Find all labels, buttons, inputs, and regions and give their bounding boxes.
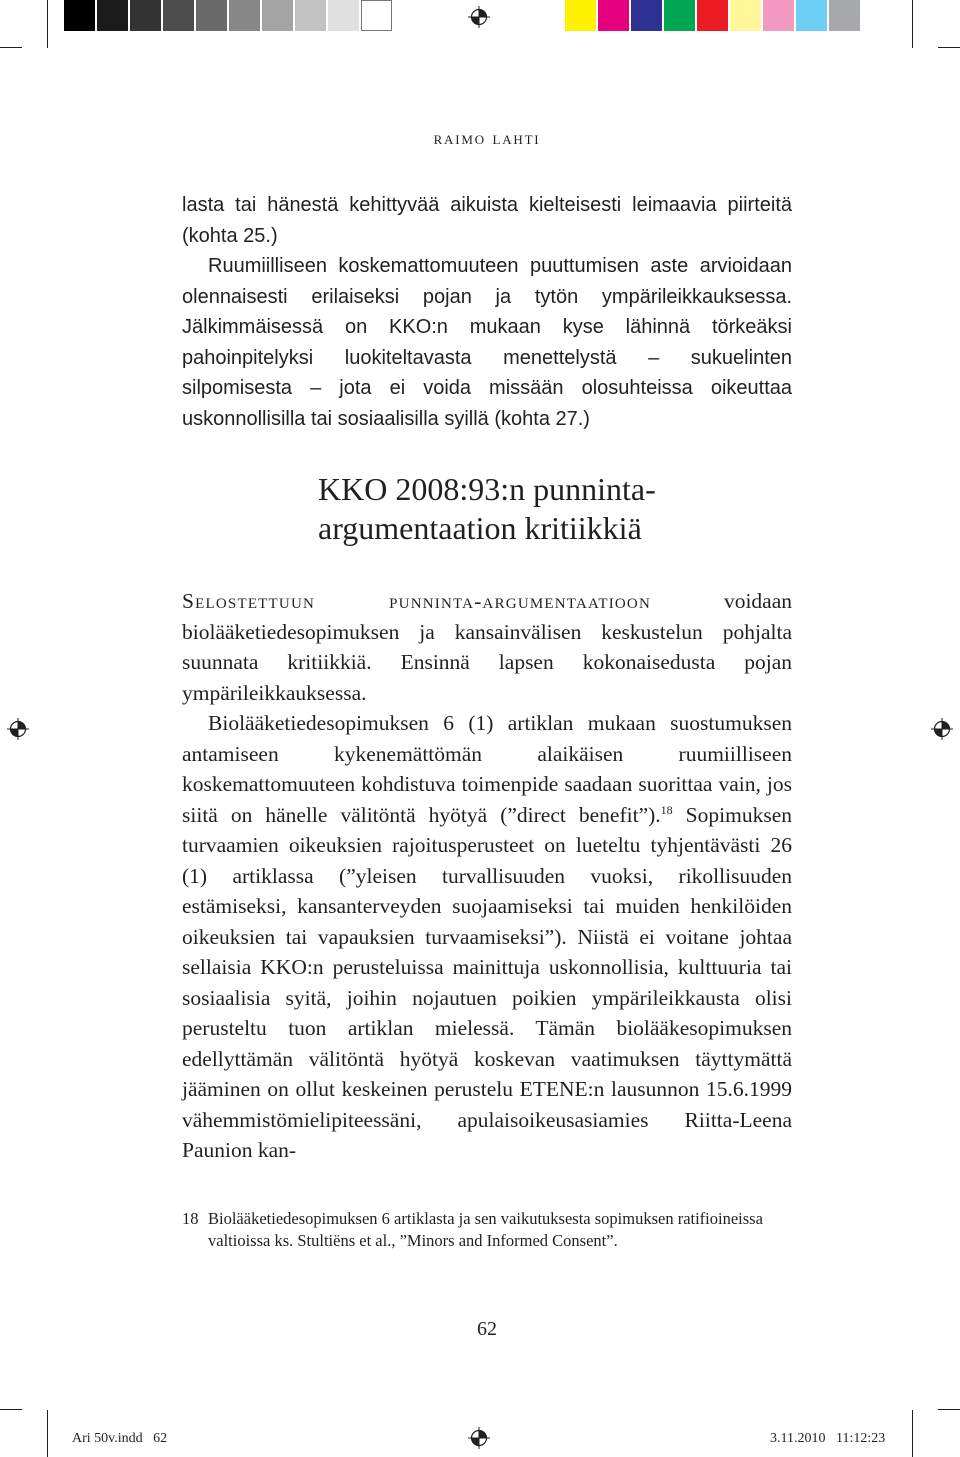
crop-mark-top-left-h: [0, 47, 22, 48]
color-swatch: [196, 0, 227, 31]
body-text-top: [182, 190, 792, 434]
paragraph-text: voidaan biolääketiedesopimuksen ja kansainvälisen keskustelun pohjalta suunnata kritiikkiä. Ensinnä lapsen kokonaisedusta pojan ympärileikkauksessa.: [182, 589, 792, 705]
color-swatch: [361, 0, 392, 31]
paragraph-text: Biolääketiedesopimuksen 6 (1) artiklan mukaan suostumuksen antamiseen kykenemättömän alaikäisen ruumiilliseen koskemattomuuteen kohdistuva toimenpide saadaan suorittaa vain, jos siitä on hänelle välitöntä hyötyä (”direct benefit”).: [182, 711, 792, 827]
section-title-line: KKO 2008:93:n punninta-: [318, 471, 656, 507]
running-head: raimo lahti: [433, 128, 541, 149]
registration-mark-left-icon: [7, 718, 29, 740]
crop-mark-bottom-left-h: [0, 1409, 22, 1410]
color-swatch: [295, 0, 326, 31]
crop-mark-bottom-left-v: [47, 1410, 48, 1457]
color-swatch: [130, 0, 161, 31]
footnote-text: Biolääketiedesopimuksen 6 artiklasta ja sen vaikutuksesta sopimuksen ratifioineissa valtioissa ks. Stultiëns et al., ”Minors and Informed Consent”.: [208, 1209, 763, 1250]
gray-color-bar: [64, 0, 394, 36]
registration-mark-right-icon: [931, 718, 953, 740]
color-swatch: [598, 0, 629, 31]
paragraph-text: Sopimuksen turvaamien oikeuksien rajoitusperusteet on lueteltu tyhjentävästi 26 (1) artiklassa (”yleisen turvallisuuden vuoksi, rikollisuuden estämiseksi, kansanterveyden suojaamiseksi tai muiden henkilöiden oikeuksien tai vapauksien turvaamiseksi”). Niistä ei voitane johtaa sellaisia KKO:n perusteluissa mainittuja uskonnollisia, kulttuuria tai sosiaalisia syitä, joihin nojautuen poikien ympärileikkausta olisi perusteltu tuon artiklan mielessä. Tämän biolääkesopimuksen edellyttämän välitöntä hyötyä koskevan vaatimuksen täyttymättä jääminen on ollut keskeinen perustelu ETENE:n lausunnon 15.6.1999 vähemmistömielipiteessäni, apulaisoikeusasiamies Riitta-Leena Paunion kan-: [182, 802, 792, 1162]
crop-mark-top-right-h: [938, 47, 960, 48]
color-swatch: [829, 0, 860, 31]
color-swatch: [730, 0, 761, 31]
color-swatch: [631, 0, 662, 31]
process-color-bar: [565, 0, 862, 36]
body-text-section: [182, 586, 792, 1166]
registration-mark-top-icon: [468, 6, 490, 28]
color-swatch: [163, 0, 194, 31]
color-swatch: [262, 0, 293, 31]
paragraph: [182, 586, 792, 708]
color-swatch: [328, 0, 359, 31]
section-title-line: argumentaation kritiikkiä: [318, 510, 642, 546]
color-swatch: [697, 0, 728, 31]
crop-mark-bottom-right-h: [938, 1409, 960, 1410]
slug-file: Ari 50v.indd 62: [72, 1431, 168, 1446]
color-swatch: [229, 0, 260, 31]
footnote-number: 18: [182, 1209, 199, 1228]
footnote-reference[interactable]: 18: [660, 802, 673, 817]
color-swatch: [664, 0, 695, 31]
color-swatch: [565, 0, 596, 31]
paragraph: lasta tai hänestä kehittyvää aikuista kielteisesti leimaavia piirteitä (kohta 25.): [182, 194, 792, 247]
registration-mark-bottom-icon: [468, 1427, 490, 1449]
color-swatch: [64, 0, 95, 31]
lead-in: Selostettuun punninta-argumentaatioon: [182, 589, 652, 613]
slug-timestamp: 3.11.2010 11:12:23: [770, 1431, 886, 1446]
crop-mark-top-right-v: [912, 0, 913, 48]
paragraph: [182, 708, 792, 1166]
section-title: [318, 470, 818, 548]
paragraph: Ruumiilliseen koskemattomuuteen puuttumisen aste arvioidaan olennaisesti erilaiseksi pojan ja tytön ympärileikkauksessa. Jälkimmäisessä on KKO:n mukaan kyse lähinnä törkeäksi pahoinpitelyksi luokiteltavasta menettelystä – sukuelinten silpomisesta – jota ei voida missään olosuhteissa oikeuttaa uskonnollisilla tai sosiaalisilla syillä (kohta 27.): [182, 255, 792, 430]
footnote: [182, 1208, 792, 1252]
page-number: 62: [477, 1318, 497, 1340]
color-swatch: [97, 0, 128, 31]
crop-mark-bottom-right-v: [912, 1410, 913, 1457]
color-swatch: [796, 0, 827, 31]
crop-mark-top-left-v: [47, 0, 48, 48]
color-swatch: [763, 0, 794, 31]
